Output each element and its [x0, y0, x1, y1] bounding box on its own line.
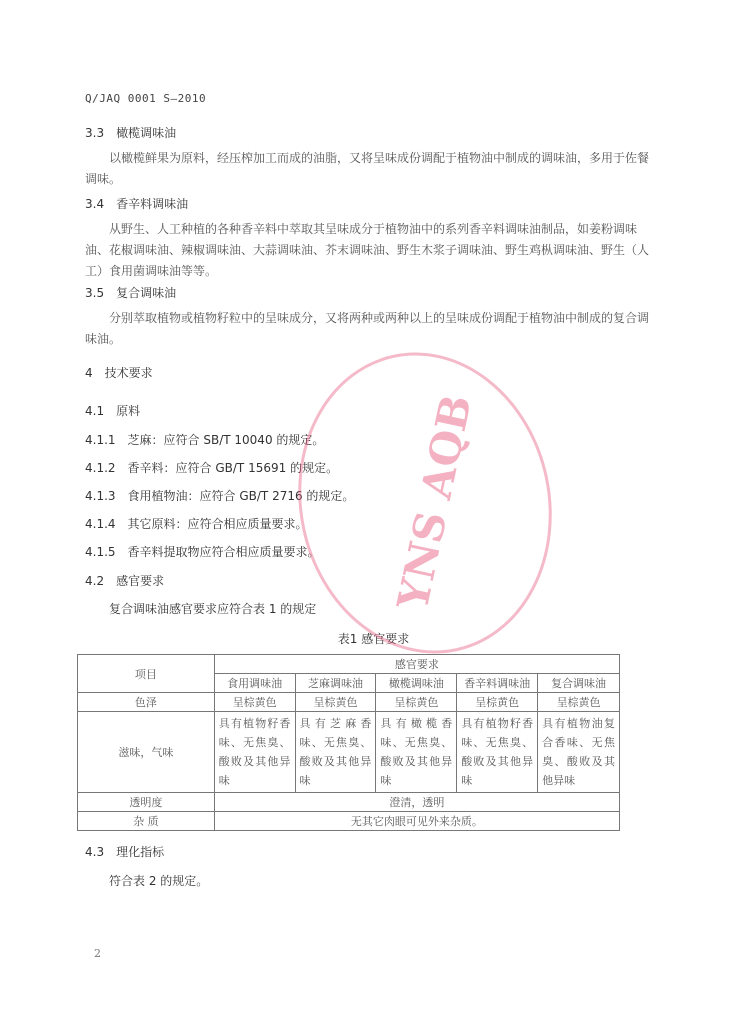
table-cell: 无其它肉眼可见外来杂质。: [214, 812, 619, 831]
row-label: 色泽: [78, 693, 215, 712]
heading-number: 3.5: [85, 286, 105, 300]
column-header: 食用调味油: [214, 674, 295, 693]
table-cell: 具有植物籽香味、无焦臭、酸败及其他异味: [214, 712, 295, 793]
heading-4-1: [85, 402, 140, 419]
heading-title: 原料: [116, 404, 141, 418]
heading-number: 3.4: [85, 197, 105, 211]
clause-text: 香辛料提取物应符合相应质量要求。: [127, 545, 320, 559]
column-header: 香辛料调味油: [457, 674, 538, 693]
column-header: 橄榄调味油: [376, 674, 457, 693]
table-cell: 呈棕黄色: [457, 693, 538, 712]
paragraph-3-4: 从野生、人工种植的各种香辛料中萃取其呈味成分于植物油中的系列香辛料调味油制品，如姜粉调味油、花椒调味油、辣椒调味油、大蒜调味油、芥末调味油、野生木浆子调味油、野生鸡枞调味油、野生（人工）食用菌调味油等等。: [85, 222, 650, 278]
clause-number: 4.1.5: [85, 545, 116, 559]
table-row: [78, 812, 620, 831]
clause-text: 芝麻：应符合 SB/T 10040 的规定。: [127, 433, 325, 447]
heading-3-3: [85, 124, 176, 141]
clause-number: 4.1.3: [85, 489, 116, 503]
table-cell: 具有橄榄香味、无焦臭、酸败及其他异味: [376, 712, 457, 793]
heading-title: 技术要求: [104, 366, 153, 380]
heading-number: 4.1: [85, 404, 105, 418]
column-header: 芝麻调味油: [295, 674, 376, 693]
heading-number: 4: [85, 366, 93, 380]
seal-text: YNS AQB: [387, 390, 482, 614]
table-row: [78, 693, 620, 712]
clause-number: 4.1.4: [85, 517, 116, 531]
clause-text: 其它原料：应符合相应质量要求。: [127, 517, 308, 531]
column-header: 复合调味油: [538, 674, 620, 693]
row-label: 滋味，气味: [78, 712, 215, 793]
clause-4-1-1: [85, 431, 324, 448]
paragraph-4-2: 复合调味油感官要求应符合表 1 的规定: [109, 602, 317, 616]
clause-number: 4.1.1: [85, 433, 116, 447]
heading-4-3: [85, 843, 164, 860]
heading-number: 3.3: [85, 126, 105, 140]
page-number: 2: [94, 947, 101, 960]
heading-title: 橄榄调味油: [116, 126, 177, 140]
standard-number-header: Q/JAQ 0001 S—2010: [85, 92, 207, 105]
row-label: 透明度: [78, 793, 215, 812]
table-cell: 呈棕黄色: [376, 693, 457, 712]
heading-4-2: [85, 572, 164, 589]
table-cell: 澄清，透明: [214, 793, 619, 812]
table-cell: 具有芝麻香味、无焦臭、酸败及其他异味: [295, 712, 376, 793]
heading-title: 香辛料调味油: [116, 197, 189, 211]
paragraph-3-3: 以橄榄鲜果为原料，经压榨加工而成的油脂，又将呈味成份调配于植物油中制成的调味油，多用于佐餐调味。: [85, 151, 650, 186]
paragraph-3-5: 分别萃取植物或植物籽粒中的呈味成分，又将两种或两种以上的呈味成份调配于植物油中制成的复合调味油。: [85, 311, 650, 346]
table-row: [78, 712, 620, 793]
paragraph-4-3: 符合表 2 的规定。: [109, 874, 209, 888]
heading-4: [85, 364, 153, 381]
table-cell: 具有植物油复合香味、无焦臭、酸败及其他异味: [538, 712, 620, 793]
sensory-group-header: 感官要求: [214, 655, 619, 674]
table-cell: 呈棕黄色: [538, 693, 620, 712]
table-1-caption: 表1 感官要求: [337, 632, 410, 646]
clause-4-1-4: [85, 515, 308, 532]
heading-number: 4.2: [85, 574, 105, 588]
heading-3-4: [85, 195, 188, 212]
clause-4-1-5: [85, 543, 320, 560]
clause-text: 香辛料：应符合 GB/T 15691 的规定。: [127, 461, 339, 475]
heading-title: 复合调味油: [116, 286, 177, 300]
heading-number: 4.3: [85, 845, 105, 859]
row-label: 杂 质: [78, 812, 215, 831]
item-header-cell: 项目: [78, 655, 215, 693]
official-seal-stamp: [290, 338, 560, 668]
clause-text: 食用植物油：应符合 GB/T 2716 的规定。: [127, 489, 355, 503]
heading-title: 感官要求: [116, 574, 165, 588]
table-cell: 呈棕黄色: [214, 693, 295, 712]
clause-number: 4.1.2: [85, 461, 116, 475]
table-cell: 具有植物籽香味、无焦臭、酸败及其他异味: [457, 712, 538, 793]
table-cell: 呈棕黄色: [295, 693, 376, 712]
heading-title: 理化指标: [116, 845, 165, 859]
heading-3-5: [85, 284, 176, 301]
table-row: [78, 793, 620, 812]
sensory-requirements-table: [77, 654, 620, 831]
